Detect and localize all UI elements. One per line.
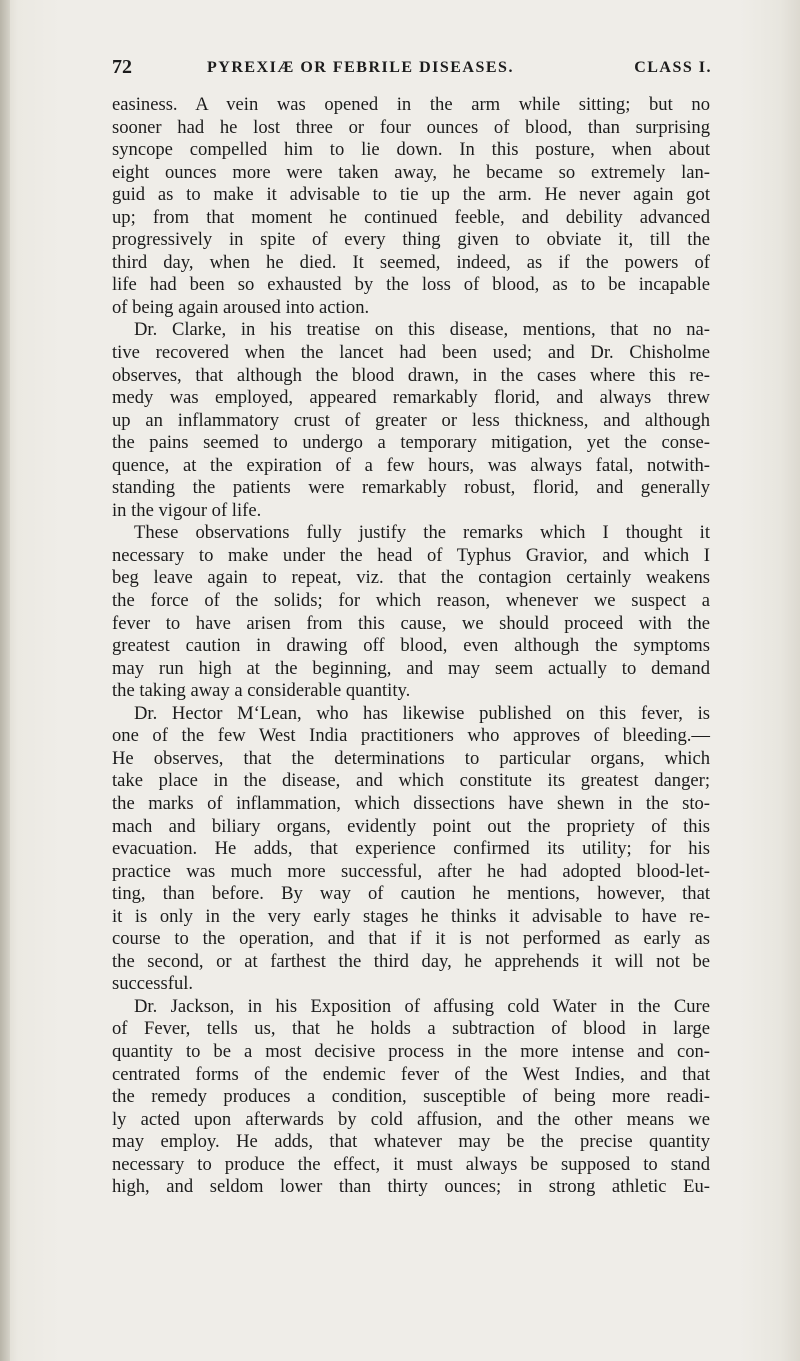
text-line: quantity to be a most decisive process in the more intense and con- <box>112 1040 710 1062</box>
text-line: life had been so exhausted by the loss of blood, as to be incapable <box>112 274 710 296</box>
text-line: syncope compelled him to lie down. In this posture, when about <box>112 139 710 161</box>
text-line: Dr. Clarke, in his treatise on this disease, mentions, that no na- <box>134 319 710 341</box>
text-line: in the vigour of life. <box>112 499 262 521</box>
text-line: one of the few West India practitioners who approves of bleeding.— <box>112 725 710 747</box>
text-line: easiness. A vein was opened in the arm while sitting; but no <box>112 94 710 115</box>
running-title: PYREXIÆ OR FEBRILE DISEASES. <box>207 59 514 76</box>
text-line: necessary to produce the effect, it must always be supposed to stand <box>112 1153 710 1175</box>
text-line: of Fever, tells us, that he holds a subtraction of blood in large <box>112 1018 710 1040</box>
text-line: Dr. Hector M‘Lean, who has likewise published on this fever, is <box>134 702 710 724</box>
text-line: Dr. Jackson, in his Exposition of affusing cold Water in the Cure <box>134 995 710 1017</box>
text-line: guid as to make it advisable to tie up the arm. He never again got <box>112 184 710 206</box>
text-line: observes, that although the blood drawn, in the cases where this re- <box>112 364 710 386</box>
text-line: tive recovered when the lancet had been used; and Dr. Chisholme <box>112 342 710 364</box>
text-line: take place in the disease, and which constitute its greatest danger; <box>112 770 710 792</box>
text-line: ly acted upon afterwards by cold affusion, and the other means we <box>112 1108 710 1130</box>
body-text <box>112 94 710 1199</box>
text-line: the marks of inflammation, which dissections have shewn in the sto- <box>112 792 710 814</box>
text-line: standing the patients were remarkably robust, florid, and generally <box>112 477 710 499</box>
text-line: greatest caution in drawing off blood, even although the symptoms <box>112 635 710 657</box>
text-line: sooner had he lost three or four ounces of blood, than surprising <box>112 116 710 138</box>
text-line: up an inflammatory crust of greater or less thickness, and although <box>112 409 710 431</box>
text-line: practice was much more successful, after he had adopted blood-let- <box>112 860 710 882</box>
text-line: the force of the solids; for which reason, whenever we suspect a <box>112 590 710 612</box>
text-line: eight ounces more were taken away, he became so extremely lan- <box>112 161 710 183</box>
text-line: evacuation. He adds, that experience confirmed its utility; for his <box>112 838 710 860</box>
text-line: may employ. He adds, that whatever may be the precise quantity <box>112 1131 710 1153</box>
text-line: may run high at the beginning, and may seem actually to demand <box>112 657 710 679</box>
text-line: up; from that moment he continued feeble, and debility advanced <box>112 206 710 228</box>
text-line: quence, at the expiration of a few hours, was always fatal, notwith- <box>112 454 710 476</box>
text-line: course to the operation, and that if it is not performed as early as <box>112 928 710 950</box>
text-line: He observes, that the determinations to particular organs, which <box>112 747 710 769</box>
text-line: beg leave again to repeat, viz. that the contagion certainly weakens <box>112 567 710 589</box>
running-header <box>112 56 712 80</box>
text-line: the second, or at farthest the third day, he apprehends it will not be <box>112 950 710 972</box>
text-line: mach and biliary organs, evidently point out the propriety of this <box>112 815 710 837</box>
text-line: fever to have arisen from this cause, we should proceed with the <box>112 612 710 634</box>
text-line: the pains seemed to undergo a temporary mitigation, yet the conse- <box>112 432 710 454</box>
text-line: centrated forms of the endemic fever of the West Indies, and that <box>112 1063 710 1085</box>
text-line: These observations fully justify the remarks which I thought it <box>134 522 710 544</box>
text-line: ting, than before. By way of caution he mentions, however, that <box>112 883 710 905</box>
text-line: of being again aroused into action. <box>112 296 370 318</box>
text-line: successful. <box>112 973 194 995</box>
text-line: it is only in the very early stages he thinks it advisable to have re- <box>112 905 710 927</box>
page-spine-shadow <box>0 0 10 1361</box>
text-line: third day, when he died. It seemed, indeed, as if the powers of <box>112 251 710 273</box>
text-line: high, and seldom lower than thirty ounces; in strong athletic Eu- <box>112 1176 710 1198</box>
text-line: the remedy produces a condition, susceptible of being more readi- <box>112 1086 710 1108</box>
text-line: the taking away a considerable quantity. <box>112 680 411 702</box>
text-line: medy was employed, appeared remarkably florid, and always threw <box>112 387 710 409</box>
page-number: 72 <box>112 56 132 78</box>
text-line: progressively in spite of every thing given to obviate it, till the <box>112 229 710 251</box>
class-label: CLASS I. <box>634 59 712 76</box>
text-line: necessary to make under the head of Typhus Gravior, and which I <box>112 544 710 566</box>
